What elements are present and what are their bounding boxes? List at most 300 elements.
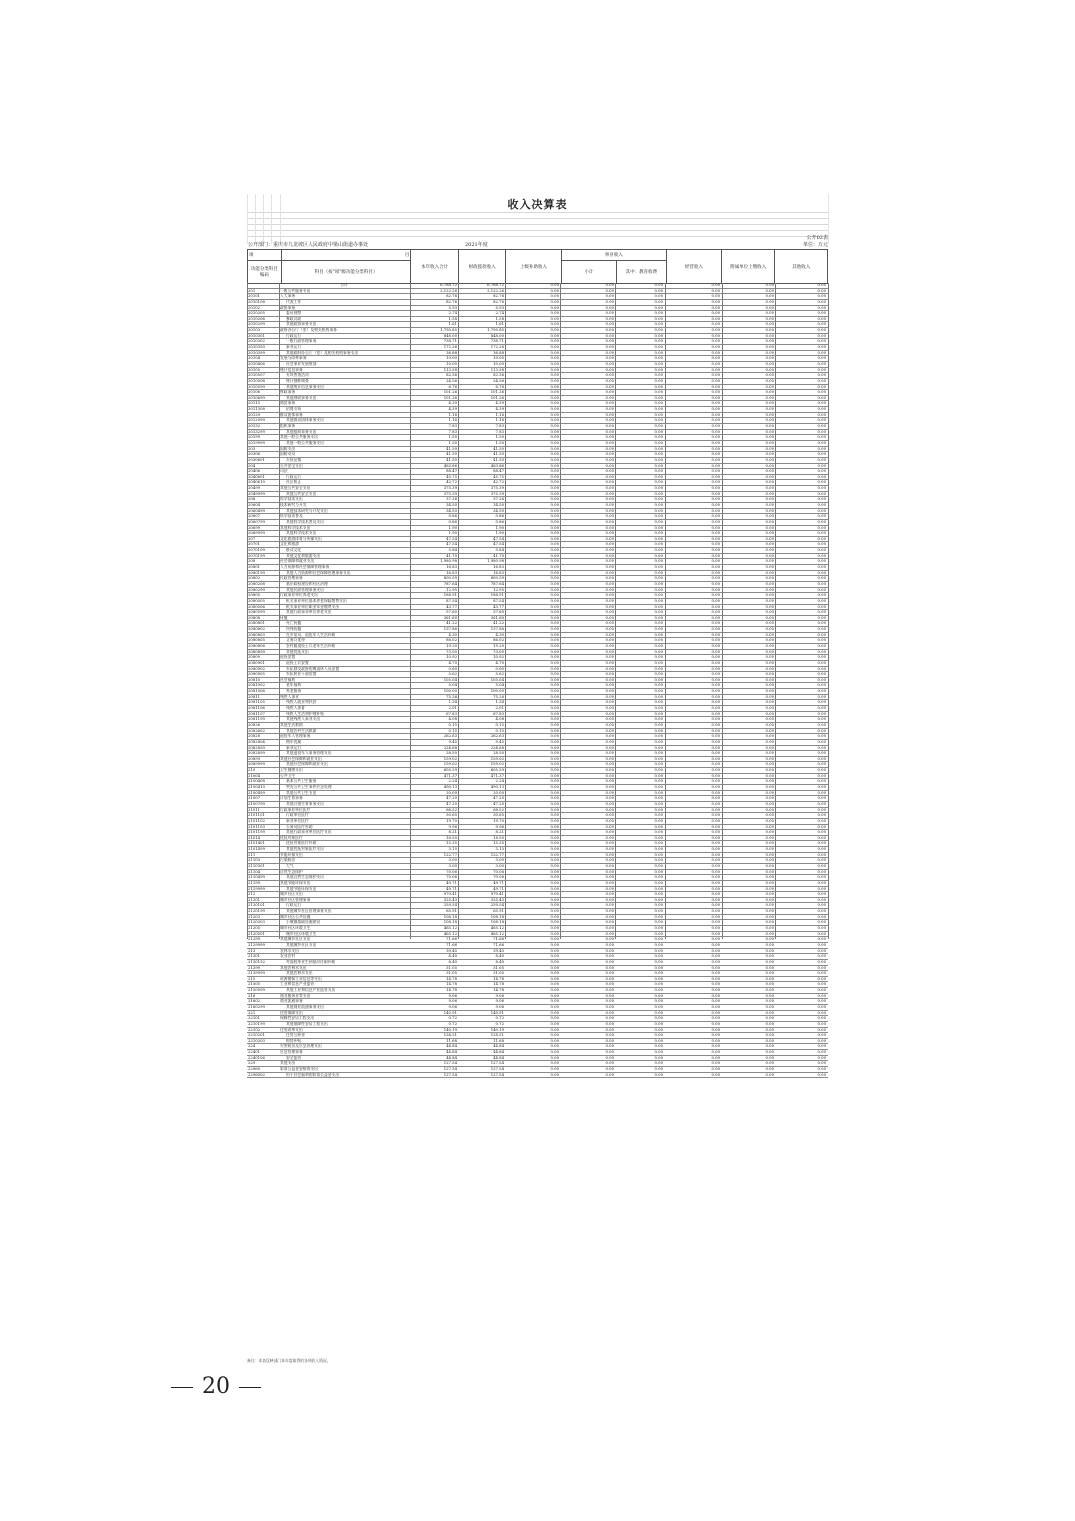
row-value: 0.72 bbox=[448, 1016, 457, 1021]
row-value: 47.54 bbox=[493, 536, 504, 541]
row-value: 0.00 bbox=[605, 739, 614, 744]
row-value: 0.00 bbox=[765, 644, 774, 648]
row-value: 0.00 bbox=[605, 401, 614, 406]
row-value: 0.00 bbox=[817, 644, 826, 648]
row-value: 0.00 bbox=[550, 457, 559, 462]
row-value: 0.00 bbox=[550, 1021, 559, 1026]
row-value: 0.00 bbox=[550, 672, 559, 677]
row-value: 0.00 bbox=[711, 452, 720, 457]
row-name: 退役安置 bbox=[280, 655, 296, 660]
row-value: 0.00 bbox=[605, 694, 614, 699]
row-value: 41.70 bbox=[446, 553, 457, 558]
row-value: 0.00 bbox=[765, 892, 774, 897]
row-value: 172.26 bbox=[443, 345, 457, 350]
row-code: 20113 bbox=[248, 401, 261, 406]
row-value: 4.39 bbox=[448, 407, 457, 412]
row-value: 0.00 bbox=[711, 519, 720, 524]
row-value: 1.50 bbox=[448, 435, 457, 440]
row-value: 0.00 bbox=[711, 638, 720, 643]
row-value: 0.00 bbox=[765, 897, 774, 902]
row-value: 0.00 bbox=[765, 700, 774, 705]
row-value: 0.00 bbox=[817, 463, 826, 468]
row-value: 0.00 bbox=[711, 350, 720, 355]
row-value: 0.00 bbox=[711, 796, 720, 801]
row-value: 0.00 bbox=[605, 785, 614, 790]
row-value: 0.00 bbox=[605, 892, 614, 897]
row-value: 0.00 bbox=[605, 886, 614, 891]
row-value: 0.00 bbox=[550, 311, 559, 316]
row-value: 49.71 bbox=[446, 880, 457, 885]
row-value: 0.00 bbox=[605, 565, 614, 570]
row-name: 事业运行 bbox=[286, 745, 302, 750]
row-value: 0.00 bbox=[817, 722, 826, 727]
row-value: 0.00 bbox=[817, 350, 826, 355]
row-value: 0.00 bbox=[605, 452, 614, 457]
row-value: 101.26 bbox=[443, 390, 457, 395]
row-value: 0.00 bbox=[765, 390, 774, 395]
row-value: 0.00 bbox=[765, 824, 774, 829]
row-value: 0.00 bbox=[654, 581, 663, 586]
row-value: 0.00 bbox=[711, 644, 720, 648]
row-value: 325.43 bbox=[443, 897, 457, 902]
row-value: 0.00 bbox=[711, 835, 720, 840]
row-value: 0.00 bbox=[605, 593, 614, 598]
row-value: 24.56 bbox=[493, 378, 504, 383]
row-value: 0.00 bbox=[817, 542, 826, 547]
row-value: 0.00 bbox=[605, 288, 614, 293]
row-value: 57.60 bbox=[493, 610, 504, 615]
row-value: 465.12 bbox=[443, 931, 457, 936]
row-code: 2120101 bbox=[248, 903, 265, 908]
row-code: 2089999 bbox=[248, 762, 265, 767]
row-value: 0.00 bbox=[654, 852, 663, 857]
row-value: 3.00 bbox=[495, 863, 504, 868]
row-name: 工业和信息产业监管 bbox=[280, 982, 315, 987]
row-value: 224.68 bbox=[443, 745, 457, 750]
row-name: 拥军优属 bbox=[286, 739, 302, 744]
row-name: 统计抽样调查 bbox=[286, 378, 309, 383]
row-value: 605.59 bbox=[443, 768, 457, 773]
row-value: 0.00 bbox=[711, 739, 720, 744]
row-value: 0.00 bbox=[711, 711, 720, 716]
header-other: 其他收入 bbox=[775, 250, 828, 284]
row-value: 14.78 bbox=[493, 988, 504, 993]
row-value: 0.00 bbox=[654, 1010, 663, 1015]
row-value: 0.00 bbox=[711, 790, 720, 795]
row-value: 0.00 bbox=[550, 491, 559, 496]
row-name: 其他组织事务支出 bbox=[286, 429, 317, 434]
row-value: 0.00 bbox=[654, 333, 663, 338]
row-name: 养老服务 bbox=[286, 689, 302, 694]
row-value: 0.00 bbox=[765, 1061, 774, 1066]
row-value: 100.00 bbox=[443, 689, 457, 694]
row-value: 0.00 bbox=[654, 514, 663, 519]
row-value: 0.00 bbox=[605, 948, 614, 953]
row-code: 2160299 bbox=[248, 1005, 265, 1009]
row-value: 0.00 bbox=[654, 339, 663, 344]
row-value: 0.00 bbox=[654, 446, 663, 451]
row-value: 47.54 bbox=[446, 536, 457, 541]
row-value: 68.52 bbox=[493, 807, 504, 812]
row-value: 0.00 bbox=[817, 525, 826, 530]
row-value: 0.00 bbox=[654, 785, 663, 790]
row-value: 0.00 bbox=[817, 745, 826, 750]
row-value: 0.00 bbox=[654, 773, 663, 778]
row-value: 101.26 bbox=[490, 390, 504, 395]
row-value: 0.00 bbox=[817, 869, 826, 874]
column-line bbox=[828, 283, 829, 939]
row-value: 0.00 bbox=[550, 660, 559, 665]
row-value: 14.78 bbox=[493, 976, 504, 981]
row-value: 0.00 bbox=[654, 480, 663, 485]
row-name: 文化和旅游 bbox=[280, 542, 299, 547]
row-value: 0.00 bbox=[765, 717, 774, 722]
row-name: 事业单位医疗 bbox=[286, 818, 309, 823]
row-value: 0.00 bbox=[605, 1072, 614, 1077]
row-value: 127.54 bbox=[443, 1061, 457, 1066]
row-value: 0.00 bbox=[654, 931, 663, 936]
row-value: 0.00 bbox=[605, 395, 614, 400]
row-value: 0.00 bbox=[817, 536, 826, 541]
row-value: 0.00 bbox=[550, 926, 559, 931]
row-code: 20699 bbox=[248, 525, 261, 530]
row-value: 0.00 bbox=[654, 486, 663, 491]
row-name: 应急管理事务 bbox=[280, 1050, 303, 1055]
row-value: 8.40 bbox=[448, 959, 457, 964]
row-name: 其他科学技术普及支出 bbox=[286, 519, 324, 524]
row-code: 212 bbox=[248, 892, 256, 897]
row-value: 0.00 bbox=[765, 863, 774, 868]
row-value: 0.00 bbox=[817, 655, 826, 660]
table-header bbox=[247, 249, 828, 284]
row-value: 0.00 bbox=[817, 717, 826, 722]
row-value: 0.00 bbox=[711, 339, 720, 344]
row-name: 其他农林水支出 bbox=[286, 971, 313, 976]
row-value: 0.00 bbox=[765, 587, 774, 592]
row-value: 0.00 bbox=[765, 971, 774, 976]
row-value: 0.00 bbox=[550, 1061, 559, 1066]
row-value: 0.00 bbox=[817, 1033, 826, 1038]
row-value: 0.00 bbox=[550, 570, 559, 575]
row-value: 0.00 bbox=[605, 328, 614, 333]
row-value: 6,788.72 bbox=[440, 283, 457, 287]
row-value: 0.00 bbox=[817, 322, 826, 327]
row-value: 0.00 bbox=[765, 683, 774, 688]
row-value: 67.83 bbox=[493, 711, 504, 716]
row-value: 4.30 bbox=[495, 632, 504, 637]
row-value: 0.00 bbox=[711, 502, 720, 507]
row-value: 0.00 bbox=[765, 536, 774, 541]
row-value: 10.00 bbox=[493, 361, 504, 366]
row-value: 0.00 bbox=[550, 801, 559, 806]
row-name: 组织事务 bbox=[280, 424, 296, 429]
row-value: 0.00 bbox=[605, 367, 614, 372]
row-value: 5.93 bbox=[448, 305, 457, 310]
row-value: 31.05 bbox=[446, 971, 457, 976]
row-value: 0.00 bbox=[550, 999, 559, 1004]
row-value: 361.60 bbox=[443, 615, 457, 620]
row-value: 0.00 bbox=[817, 491, 826, 496]
row-value: 0.00 bbox=[765, 610, 774, 615]
row-name: 民政管理事务 bbox=[280, 576, 303, 581]
row-name: 招商引资 bbox=[286, 407, 302, 412]
row-value: 0.00 bbox=[765, 835, 774, 840]
row-value: 0.00 bbox=[605, 1067, 614, 1072]
row-code: 21602 bbox=[248, 999, 261, 1004]
row-value: 0.00 bbox=[605, 373, 614, 378]
header-fiscal: 财政拨款收入 bbox=[458, 250, 506, 284]
row-value: 57.60 bbox=[446, 610, 457, 615]
row-value: 0.00 bbox=[817, 959, 826, 964]
row-value: 0.00 bbox=[711, 745, 720, 750]
row-code: 2010406 bbox=[248, 361, 265, 366]
unit-label: 单位：万元 bbox=[802, 242, 828, 248]
row-value: 0.00 bbox=[765, 632, 774, 637]
row-value: 0.00 bbox=[711, 328, 720, 333]
row-value: 159.02 bbox=[443, 762, 457, 767]
row-value: 0.00 bbox=[654, 283, 663, 287]
row-code: 204 bbox=[248, 463, 256, 468]
row-value: 0.00 bbox=[711, 429, 720, 434]
row-name: 公共卫生 bbox=[280, 773, 296, 778]
row-value: 0.00 bbox=[605, 339, 614, 344]
row-value: 0.00 bbox=[711, 576, 720, 581]
row-name: 一般行政管理事务 bbox=[286, 339, 317, 344]
row-value: 0.00 bbox=[654, 818, 663, 823]
row-code: 21103 bbox=[248, 858, 261, 863]
row-value: 0.00 bbox=[817, 316, 826, 321]
row-value: 0.00 bbox=[550, 299, 559, 304]
row-value: 9.06 bbox=[448, 993, 457, 998]
row-value: 0.00 bbox=[711, 294, 720, 299]
row-value: 8.21 bbox=[495, 830, 504, 835]
row-value: 0.00 bbox=[711, 762, 720, 767]
row-value: 0.00 bbox=[605, 1038, 614, 1043]
row-value: 0.00 bbox=[605, 294, 614, 299]
page-title: 收入决算表 bbox=[507, 198, 568, 211]
row-value: 105.04 bbox=[443, 677, 457, 682]
row-value: 41.70 bbox=[493, 553, 504, 558]
row-value: 0.00 bbox=[817, 711, 826, 716]
row-code: 2010301 bbox=[248, 333, 265, 338]
header-affiliated: 附属单位上缴收入 bbox=[722, 250, 775, 284]
row-code: 2100410 bbox=[248, 785, 265, 790]
row-value: 16.83 bbox=[493, 570, 504, 575]
row-name: 科学技术普及 bbox=[280, 514, 303, 519]
row-name: 其他公共安全支出 bbox=[280, 486, 311, 491]
row-name: 农林水支出 bbox=[280, 948, 299, 953]
row-value: 0.00 bbox=[654, 762, 663, 767]
row-value: 0.00 bbox=[605, 632, 614, 637]
row-value: 0.00 bbox=[654, 976, 663, 981]
row-value: 0.00 bbox=[550, 886, 559, 891]
row-value: 71.66 bbox=[493, 937, 504, 942]
row-value: 82.76 bbox=[446, 299, 457, 304]
row-value: 0.00 bbox=[765, 598, 774, 603]
row-value: 0.00 bbox=[605, 418, 614, 423]
row-value: 2,122.26 bbox=[440, 288, 457, 293]
row-value: 0.00 bbox=[605, 813, 614, 818]
row-value: 2.24 bbox=[448, 779, 457, 784]
row-value: 108.18 bbox=[443, 920, 457, 925]
row-value: 0.00 bbox=[817, 863, 826, 868]
row-value: 0.00 bbox=[550, 536, 559, 541]
row-value: 0.00 bbox=[550, 593, 559, 598]
row-value: 0.00 bbox=[605, 424, 614, 429]
row-value: 0.00 bbox=[765, 424, 774, 429]
row-value: 0.00 bbox=[605, 880, 614, 885]
row-value: 0.00 bbox=[550, 390, 559, 395]
row-value: 0.00 bbox=[605, 942, 614, 947]
row-value: 0.00 bbox=[711, 418, 720, 423]
row-value: 0.00 bbox=[605, 1005, 614, 1009]
row-value: 0.00 bbox=[817, 305, 826, 310]
row-value: 0.00 bbox=[550, 350, 559, 355]
row-value: 0.00 bbox=[711, 1010, 720, 1015]
row-value: 188.91 bbox=[490, 593, 504, 598]
row-value: 0.00 bbox=[605, 615, 614, 620]
row-value: 0.00 bbox=[550, 632, 559, 637]
row-value: 0.00 bbox=[605, 581, 614, 586]
row-value: 0.00 bbox=[654, 711, 663, 716]
row-name: 事业运行 bbox=[286, 345, 302, 350]
row-value: 0.00 bbox=[765, 880, 774, 885]
row-value: 2.01 bbox=[495, 706, 504, 711]
row-value: 0.00 bbox=[765, 559, 774, 564]
row-value: 0.00 bbox=[765, 429, 774, 434]
row-value: 0.00 bbox=[765, 1072, 774, 1077]
row-value: 0.00 bbox=[654, 519, 663, 524]
row-value: 0.00 bbox=[765, 869, 774, 874]
row-value: 6.76 bbox=[495, 384, 504, 389]
row-value: 0.00 bbox=[654, 965, 663, 970]
row-value: 30.65 bbox=[493, 813, 504, 818]
row-value: 0.00 bbox=[765, 525, 774, 530]
row-value: 0.00 bbox=[654, 593, 663, 598]
row-value: 0.00 bbox=[817, 813, 826, 818]
row-value: 0.00 bbox=[654, 452, 663, 457]
row-value: 1,980.98 bbox=[487, 559, 504, 564]
row-code: 2130152 bbox=[248, 959, 265, 964]
row-value: 0.00 bbox=[605, 356, 614, 361]
row-value: 0.00 bbox=[711, 570, 720, 575]
row-value: 0.00 bbox=[711, 926, 720, 931]
row-value: 0.00 bbox=[550, 768, 559, 773]
row-value: 16.83 bbox=[493, 565, 504, 570]
row-value: 4.39 bbox=[448, 401, 457, 406]
row-value: 0.00 bbox=[711, 976, 720, 981]
row-value: 0.00 bbox=[711, 333, 720, 338]
row-value: 0.00 bbox=[605, 847, 614, 852]
row-value: 0.00 bbox=[817, 598, 826, 603]
row-value: 88.47 bbox=[493, 469, 504, 474]
row-value: 0.00 bbox=[605, 677, 614, 682]
row-value: 0.00 bbox=[711, 621, 720, 626]
row-code: 215 bbox=[248, 976, 256, 981]
row-value: 0.00 bbox=[817, 345, 826, 350]
row-value: 0.00 bbox=[765, 660, 774, 665]
row-code: 22102 bbox=[248, 1027, 261, 1032]
row-value: 0.00 bbox=[765, 395, 774, 400]
row-value: 0.00 bbox=[654, 875, 663, 880]
right-dash bbox=[239, 1387, 261, 1388]
row-value: 0.00 bbox=[817, 1044, 826, 1049]
row-code: 2210199 bbox=[248, 1021, 265, 1026]
row-value: 0.00 bbox=[654, 407, 663, 412]
row-value: 0.00 bbox=[550, 677, 559, 682]
row-value: 0.00 bbox=[605, 863, 614, 868]
row-value: 0.00 bbox=[817, 1010, 826, 1015]
row-value: 0.00 bbox=[654, 914, 663, 919]
row-value: 0.00 bbox=[711, 553, 720, 558]
row-name: 其他农村生活救助 bbox=[286, 728, 317, 733]
row-name: 彩票公益金安排的支出 bbox=[280, 1067, 318, 1072]
row-value: 82.76 bbox=[446, 294, 457, 299]
row-value: 0.00 bbox=[817, 988, 826, 993]
row-value: 0.00 bbox=[817, 734, 826, 739]
row-value: 0.00 bbox=[654, 632, 663, 637]
row-value: 0.00 bbox=[817, 807, 826, 812]
row-value: 0.00 bbox=[817, 982, 826, 987]
row-value: 0.00 bbox=[817, 587, 826, 592]
row-value: 5.93 bbox=[495, 305, 504, 310]
row-value: 0.00 bbox=[817, 632, 826, 637]
row-name: 社会福利 bbox=[280, 677, 296, 682]
row-value: 0.00 bbox=[765, 1038, 774, 1043]
row-value: 1.50 bbox=[448, 440, 457, 445]
row-value: 0.00 bbox=[654, 779, 663, 784]
row-value: 0.00 bbox=[817, 858, 826, 863]
row-value: 0.00 bbox=[550, 424, 559, 429]
row-value: 0.00 bbox=[817, 559, 826, 564]
row-name: 其他一般公共服务支出 bbox=[280, 435, 318, 440]
row-value: 375.39 bbox=[443, 486, 457, 491]
row-value: 0.00 bbox=[711, 1061, 720, 1066]
row-value: 471.37 bbox=[490, 773, 504, 778]
row-code: 210 bbox=[248, 768, 256, 773]
row-value: 0.00 bbox=[605, 627, 614, 632]
row-value: 0.00 bbox=[765, 745, 774, 750]
row-code: 224 bbox=[248, 1044, 256, 1049]
row-value: 14.78 bbox=[446, 988, 457, 993]
row-value: 0.00 bbox=[817, 390, 826, 395]
row-value: 0.00 bbox=[654, 959, 663, 964]
row-value: 44.84 bbox=[493, 1044, 504, 1049]
row-value: 0.00 bbox=[711, 779, 720, 784]
row-value: 0.00 bbox=[817, 762, 826, 767]
row-value: 0.00 bbox=[765, 1021, 774, 1026]
row-name: 财政事务 bbox=[280, 390, 296, 395]
row-value: 0.00 bbox=[654, 644, 663, 648]
row-value: 0.00 bbox=[550, 852, 559, 857]
row-name: 其他公共安全支出 bbox=[286, 491, 317, 496]
row-value: 0.00 bbox=[605, 909, 614, 914]
row-value: 9.96 bbox=[495, 824, 504, 829]
row-value: 0.00 bbox=[765, 570, 774, 575]
row-name: 其他工业和信息产业监管支出 bbox=[286, 988, 336, 993]
row-value: 0.00 bbox=[605, 350, 614, 355]
row-value: 0.00 bbox=[711, 954, 720, 959]
row-value: 0.00 bbox=[550, 954, 559, 959]
header-edu-fee: 其中：教育收费 bbox=[617, 261, 667, 284]
row-code: 2049999 bbox=[248, 491, 265, 496]
row-value: 0.00 bbox=[550, 559, 559, 564]
row-value: 0.00 bbox=[550, 717, 559, 722]
row-value: 68.52 bbox=[446, 807, 457, 812]
row-value: 0.00 bbox=[550, 361, 559, 366]
row-code: 2120303 bbox=[248, 920, 265, 925]
row-value: 2,122.26 bbox=[487, 288, 504, 293]
